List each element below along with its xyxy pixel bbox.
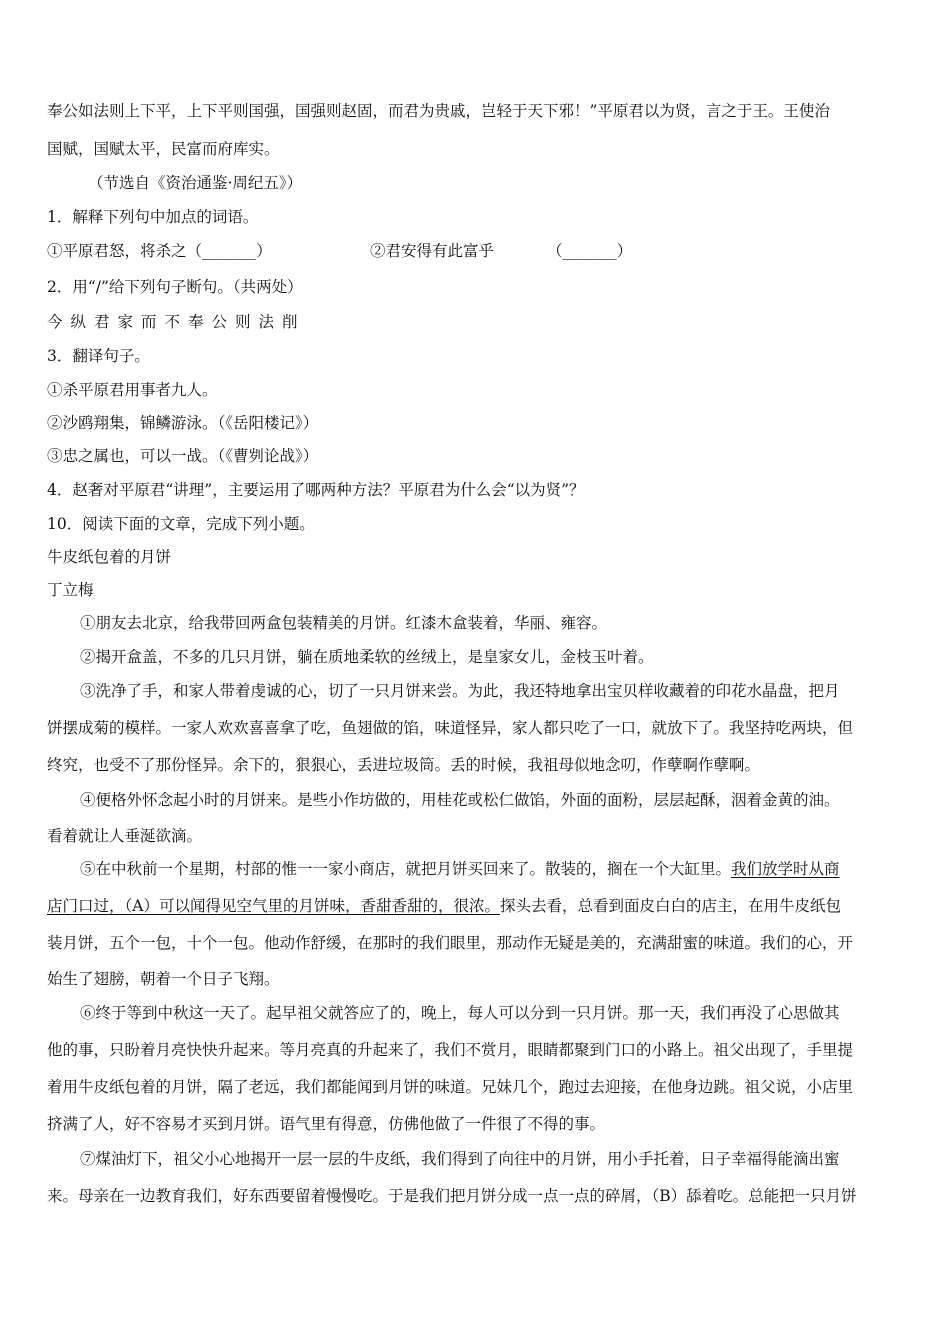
question-3: 3．翻译句子。 <box>47 347 150 365</box>
paragraph-5-line-2 <box>47 896 841 916</box>
question-3-item-2: ②沙鸥翔集，锦鳞游泳。（《岳阳楼记》） <box>47 414 319 432</box>
question-4: 4．赵奢对平原君“讲理”，主要运用了哪两种方法？平原君为什么会“以为贤”？ <box>47 481 585 499</box>
paragraph-5-line-2-plain: 探头去看，总看到面皮白白的店主，在用牛皮纸包 <box>499 897 841 915</box>
paragraph-6-line-2: 他的事，只盼着月亮快快升起来。等月亮真的升起来了，我们不赏月，眼睛都聚到门口的小路上。祖父出现了，手里提 <box>47 1041 854 1059</box>
question-3-item-1: ①杀平原君用事者九人。 <box>47 381 218 399</box>
paragraph-7-line-2: 来。母亲在一边教育我们，好东西要留着慢慢吃。于是我们把月饼分成一点一点的碎屑，（B）舔着吃。总能把一只月饼 <box>47 1187 857 1205</box>
paragraph-3-line-1: ③洗净了手，和家人带着虔诚的心，切了一只月饼来尝。为此，我还特地拿出宝贝样收藏着的印花水晶盘，把月 <box>80 682 840 700</box>
question-1-item-2: ②君安得有此富乎 <box>370 242 495 260</box>
paragraph-6-line-3: 着用牛皮纸包着的月饼，隔了老远，我们都能闻到月饼的味道。兄妹几个，跑过去迎接，在他身边跳。祖父说，小店里 <box>47 1078 854 1096</box>
paragraph-4-line-1: ④便格外怀念起小时的月饼来。是些小作坊做的，用桂花或松仁做馅，外面的面粉，层层起酥，洇着金黄的油。 <box>80 791 840 809</box>
paragraph-7-line-1: ⑦煤油灯下，祖父小心地揭开一层一层的牛皮纸，我们得到了向往中的月饼，用小手托着，日子幸福得能滴出蜜 <box>80 1150 840 1168</box>
paragraph-5-underlined-end: 店门口过，（A）可以闻得见空气里的月饼味，香甜香甜的，很浓。 <box>47 897 500 915</box>
paragraph-5-line-1 <box>80 859 840 879</box>
paragraph-3-line-3: 终究，也受不了那份怪异。余下的，狠狠心，丢进垃圾筒。丢的时候，我祖母似地念叨，作孽啊作孽啊。 <box>47 756 761 774</box>
classical-passage-line-2: 国赋，国赋太平，民富而府库实。 <box>47 140 280 158</box>
article-author: 丁立梅 <box>47 581 94 599</box>
question-2: 2．用“/”给下列句子断句。（共两处） <box>47 278 303 296</box>
article-title: 牛皮纸包着的月饼 <box>47 548 172 566</box>
paragraph-3-line-2: 饼摆成菊的模样。一家人欢欢喜喜拿了吃，鱼翅做的馅，味道怪异，家人都只吃了一口，就放下了。我坚持吃两块，但 <box>47 719 854 737</box>
paragraph-6-line-1: ⑥终于等到中秋这一天了。起早祖父就答应了的，晚上，每人可以分到一只月饼。那一天，我们再没了心思做其 <box>80 1004 840 1022</box>
paragraph-4-line-2: 看着就让人垂涎欲滴。 <box>47 827 203 845</box>
paragraph-5-line-4: 始生了翅膀，朝着一个日子飞翔。 <box>47 970 280 988</box>
paragraph-5-line-1-plain: ⑤在中秋前一个星期，村部的惟一一家小商店，就把月饼买回来了。散装的，搁在一个大缸里。 <box>80 860 732 878</box>
paragraph-1: ①朋友去北京，给我带回两盒包装精美的月饼。红漆木盒装着，华丽、雍容。 <box>80 614 608 632</box>
paragraph-5-underlined-start: 我们放学时从商 <box>731 860 840 878</box>
paragraph-5-line-3: 装月饼，五个一包，十个一包。他动作舒缓，在那时的我们眼里，那动作无疑是美的，充满甜蜜的味道。我们的心，开 <box>47 934 854 952</box>
question-3-item-3: ③忠之属也，可以一战。（《曹刿论战》） <box>47 447 319 465</box>
question-1-item-2-blank: （_______） <box>547 242 633 260</box>
passage-source: （节选自《资治通鉴·周纪五》） <box>88 174 303 192</box>
classical-passage-line-1: 奉公如法则上下平，上下平则国强，国强则赵固，而君为贵戚，岂轻于天下邪！”平原君以为贤，言之于王。王使治 <box>47 102 830 120</box>
question-1: 1．解释下列句中加点的词语。 <box>47 208 259 226</box>
section-10-intro: 10．阅读下面的文章，完成下列小题。 <box>47 515 315 533</box>
question-2-sentence: 今纵君家而不奉公则法削 <box>47 313 306 331</box>
paragraph-6-line-4: 挤满了人，好不容易才买到月饼。语气里有得意，仿佛他做了一件很了不得的事。 <box>47 1115 606 1133</box>
paragraph-2: ②揭开盒盖，不多的几只月饼，躺在质地柔软的丝绒上，是皇家女儿，金枝玉叶着。 <box>80 648 654 666</box>
question-1-item-1: ①平原君怒，将杀之（_______） <box>47 242 272 260</box>
